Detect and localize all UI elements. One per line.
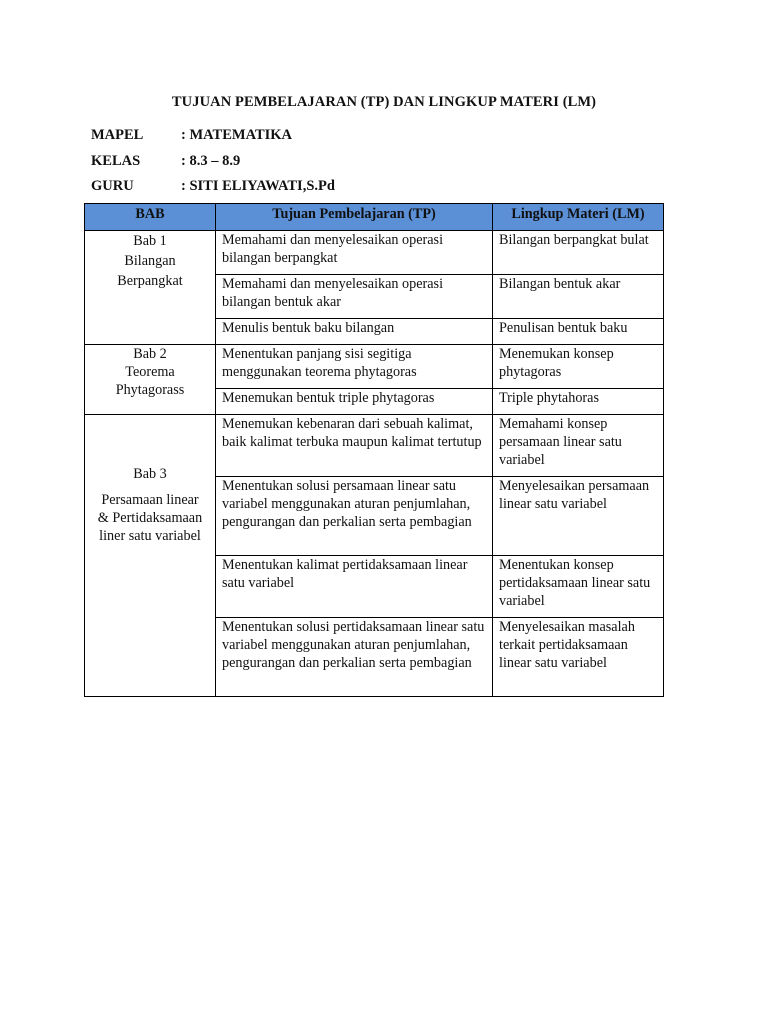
bab-1-cell: [85, 231, 216, 345]
tp-cell: Menentukan panjang sisi segitiga menggunakan teorema phytagoras: [216, 345, 493, 389]
tp-cell: Menentukan kalimat pertidaksamaan linear satu variabel: [216, 556, 493, 618]
lm-cell: Triple phytahoras: [493, 389, 664, 415]
bab-2-number: Bab 2: [133, 346, 167, 362]
lm-cell: Menyelesaikan masalah terkait pertidaksamaan linear satu variabel: [493, 618, 664, 697]
bab-1-topic-line2: Berpangkat: [117, 273, 183, 289]
bab-3-topic-line2: & Pertidaksamaan: [97, 510, 203, 526]
header-bab: BAB: [85, 204, 216, 231]
header-lm: Lingkup Materi (LM): [493, 204, 664, 231]
lm-cell: Menyelesaikan persamaan linear satu variabel: [493, 477, 664, 556]
tp-cell: Memahami dan menyelesaikan operasi bilangan berpangkat: [216, 231, 493, 275]
bab-3-topic-line3: liner satu variabel: [99, 528, 201, 544]
bab-3-cell: [85, 415, 216, 697]
table-row: [85, 415, 664, 477]
kelas-label: KELAS: [91, 153, 141, 169]
lm-cell: Bilangan bentuk akar: [493, 275, 664, 319]
bab-3-number: Bab 3: [133, 466, 167, 482]
bab-3-topic-line1: Persamaan linear: [101, 492, 199, 508]
bab-1-topic-line1: Bilangan: [124, 253, 176, 269]
bab-2-topic-line2: Phytagorass: [115, 382, 185, 398]
lm-cell: Menemukan konsep phytagoras: [493, 345, 664, 389]
document-title: TUJUAN PEMBELAJARAN (TP) DAN LINGKUP MATERI (LM): [171, 94, 597, 110]
bab-2-topic-line1: Teorema: [125, 364, 175, 380]
meta-guru: [91, 178, 335, 195]
tp-cell: Menentukan solusi persamaan linear satu variabel menggunakan aturan penjumlahan, pengurangan dan perkalian serta pembagian: [216, 477, 493, 556]
mapel-value: : MATEMATIKA: [181, 127, 293, 143]
lm-cell: Memahami konsep persamaan linear satu variabel: [493, 415, 664, 477]
tp-cell: Menentukan solusi pertidaksamaan linear satu variabel menggunakan aturan penjumlahan, pengurangan dan perkalian serta pembagian: [216, 618, 493, 697]
lm-cell: Bilangan berpangkat bulat: [493, 231, 664, 275]
meta-kelas: [91, 153, 240, 170]
bab-2-cell: [85, 345, 216, 415]
meta-mapel: [91, 127, 292, 144]
tp-cell: Menulis bentuk baku bilangan: [216, 319, 493, 345]
table-header-row: [85, 204, 664, 231]
mapel-label: MAPEL: [91, 127, 144, 143]
kelas-value: : 8.3 – 8.9: [181, 153, 241, 169]
header-tp: Tujuan Pembelajaran (TP): [216, 204, 493, 231]
table-row: [85, 231, 664, 275]
tp-cell: Memahami dan menyelesaikan operasi bilangan bentuk akar: [216, 275, 493, 319]
tp-cell: Menemukan kebenaran dari sebuah kalimat, baik kalimat terbuka maupun kalimat tertutup: [216, 415, 493, 477]
tp-lm-table: [84, 203, 664, 697]
tp-cell: Menemukan bentuk triple phytagoras: [216, 389, 493, 415]
guru-label: GURU: [91, 178, 134, 194]
lm-cell: Penulisan bentuk baku: [493, 319, 664, 345]
guru-value: : SITI ELIYAWATI,S.Pd: [181, 178, 335, 194]
table-row: [85, 345, 664, 389]
lm-cell: Menentukan konsep pertidaksamaan linear satu variabel: [493, 556, 664, 618]
bab-1-number: Bab 1: [133, 233, 167, 249]
